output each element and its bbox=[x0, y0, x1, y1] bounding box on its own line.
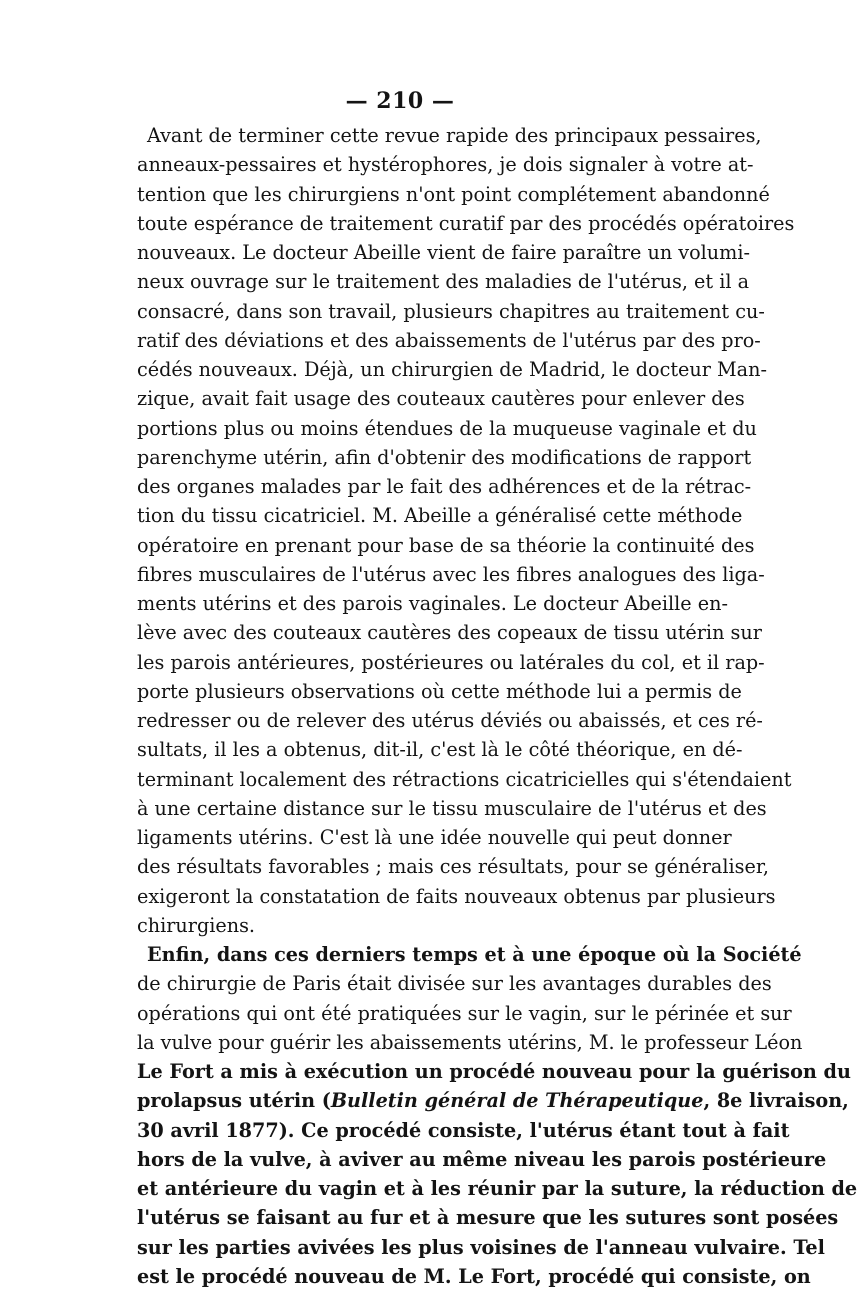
text-line: ratif des déviations et des abaissements de l'utérus par des pro- bbox=[137, 328, 761, 352]
text-line: sur les parties avivées les plus voisines de l'anneau vulvaire. Tel bbox=[137, 1235, 825, 1259]
page-number: — 210 — bbox=[345, 88, 455, 114]
text-line: cédés nouveaux. Déjà, un chirurgien de Madrid, le docteur Man- bbox=[137, 358, 767, 381]
paragraph-1 bbox=[137, 121, 795, 940]
body-text bbox=[137, 121, 857, 1291]
citation-suffix: , 8e livraison, bbox=[703, 1089, 849, 1113]
citation-prefix: prolapsus utérin ( bbox=[137, 1089, 331, 1113]
text-line: à une certaine distance sur le tissu musculaire de l'utérus et des bbox=[137, 796, 767, 820]
text-line: tion du tissu cicatriciel. M. Abeille a généralisé cette méthode bbox=[137, 504, 743, 528]
text-line: et antérieure du vagin et à les réunir par la suture, la réduction de bbox=[137, 1177, 857, 1200]
text-line: anneaux-pessaires et hystérophores, je dois signaler à votre at- bbox=[137, 153, 754, 177]
text-line: exigeront la constatation de faits nouveaux obtenus par plusieurs bbox=[137, 884, 776, 908]
text-line: hors de la vulve, à aviver au même niveau les parois postérieure bbox=[137, 1147, 827, 1171]
text-line: nouveaux. Le docteur Abeille vient de faire paraître un volumi- bbox=[137, 241, 750, 264]
text-line: porte plusieurs observations où cette méthode lui a permis de bbox=[137, 679, 742, 703]
text-line: parenchyme utérin, afin d'obtenir des modifications de rapport bbox=[137, 445, 752, 469]
text-line: sultats, il les a obtenus, dit-il, c'est là le côté théorique, en dé- bbox=[137, 738, 743, 762]
text-line: consacré, dans son travail, plusieurs chapitres au traitement cu- bbox=[137, 299, 765, 323]
text-line: l'utérus se faisant au fur et à mesure que les sutures sont posées bbox=[137, 1206, 839, 1230]
text-line: Le Fort a mis à exécution un procédé nouveau pour la guérison du bbox=[137, 1060, 851, 1083]
text-line: est le procédé nouveau de M. Le Fort, procédé qui consiste, on bbox=[137, 1264, 811, 1288]
text-line: la vulve pour guérir les abaissements utérins, M. le professeur Léon bbox=[137, 1030, 803, 1054]
text-line: neux ouvrage sur le traitement des maladies de l'utérus, et il a bbox=[137, 270, 750, 294]
text-line: portions plus ou moins étendues de la muqueuse vaginale et du bbox=[137, 416, 757, 440]
text-line: les parois antérieures, postérieures ou latérales du col, et il rap- bbox=[137, 650, 765, 674]
text-line: des organes malades par le fait des adhérences et de la rétrac- bbox=[137, 475, 752, 498]
text-line: terminant localement des rétractions cicatricielles qui s'étendaient bbox=[137, 767, 792, 791]
text-line: Enfin, dans ces derniers temps et à une époque où la Société bbox=[147, 943, 802, 966]
text-line: lève avec des couteaux cautères des copeaux de tissu utérin sur bbox=[137, 621, 762, 645]
text-line: Avant de terminer cette revue rapide des principaux pessaires, bbox=[147, 124, 762, 147]
text-line: de chirurgie de Paris était divisée sur les avantages durables des bbox=[137, 972, 772, 996]
text-line: opératoire en prenant pour base de sa théorie la continuité des bbox=[137, 533, 755, 557]
text-line: tention que les chirurgiens n'ont point complétement abandonné bbox=[137, 182, 770, 206]
paragraph-2 bbox=[137, 940, 857, 1291]
text-line: chirurgiens. bbox=[137, 913, 256, 937]
text-line: 30 avril 1877). Ce procédé consiste, l'utérus étant tout à fait bbox=[137, 1118, 790, 1142]
text-line: fibres musculaires de l'utérus avec les fibres analogues des liga- bbox=[137, 562, 765, 586]
text-line: redresser ou de relever des utérus déviés ou abaissés, et ces ré- bbox=[137, 709, 763, 732]
text-line-citation bbox=[137, 1086, 849, 1115]
text-line: ligaments utérins. C'est là une idée nouvelle qui peut donner bbox=[137, 826, 732, 849]
text-line: zique, avait fait usage des couteaux cautères pour enlever des bbox=[137, 387, 745, 411]
text-line: ments utérins et des parois vaginales. Le docteur Abeille en- bbox=[137, 592, 728, 615]
text-line: opérations qui ont été pratiquées sur le vagin, sur le périnée et sur bbox=[137, 1001, 792, 1025]
citation-journal-title: Bulletin général de Thérapeutique bbox=[330, 1089, 704, 1113]
text-line: toute espérance de traitement curatif par des procédés opératoires bbox=[137, 211, 795, 235]
text-line: des résultats favorables ; mais ces résultats, pour se généraliser, bbox=[137, 855, 769, 879]
